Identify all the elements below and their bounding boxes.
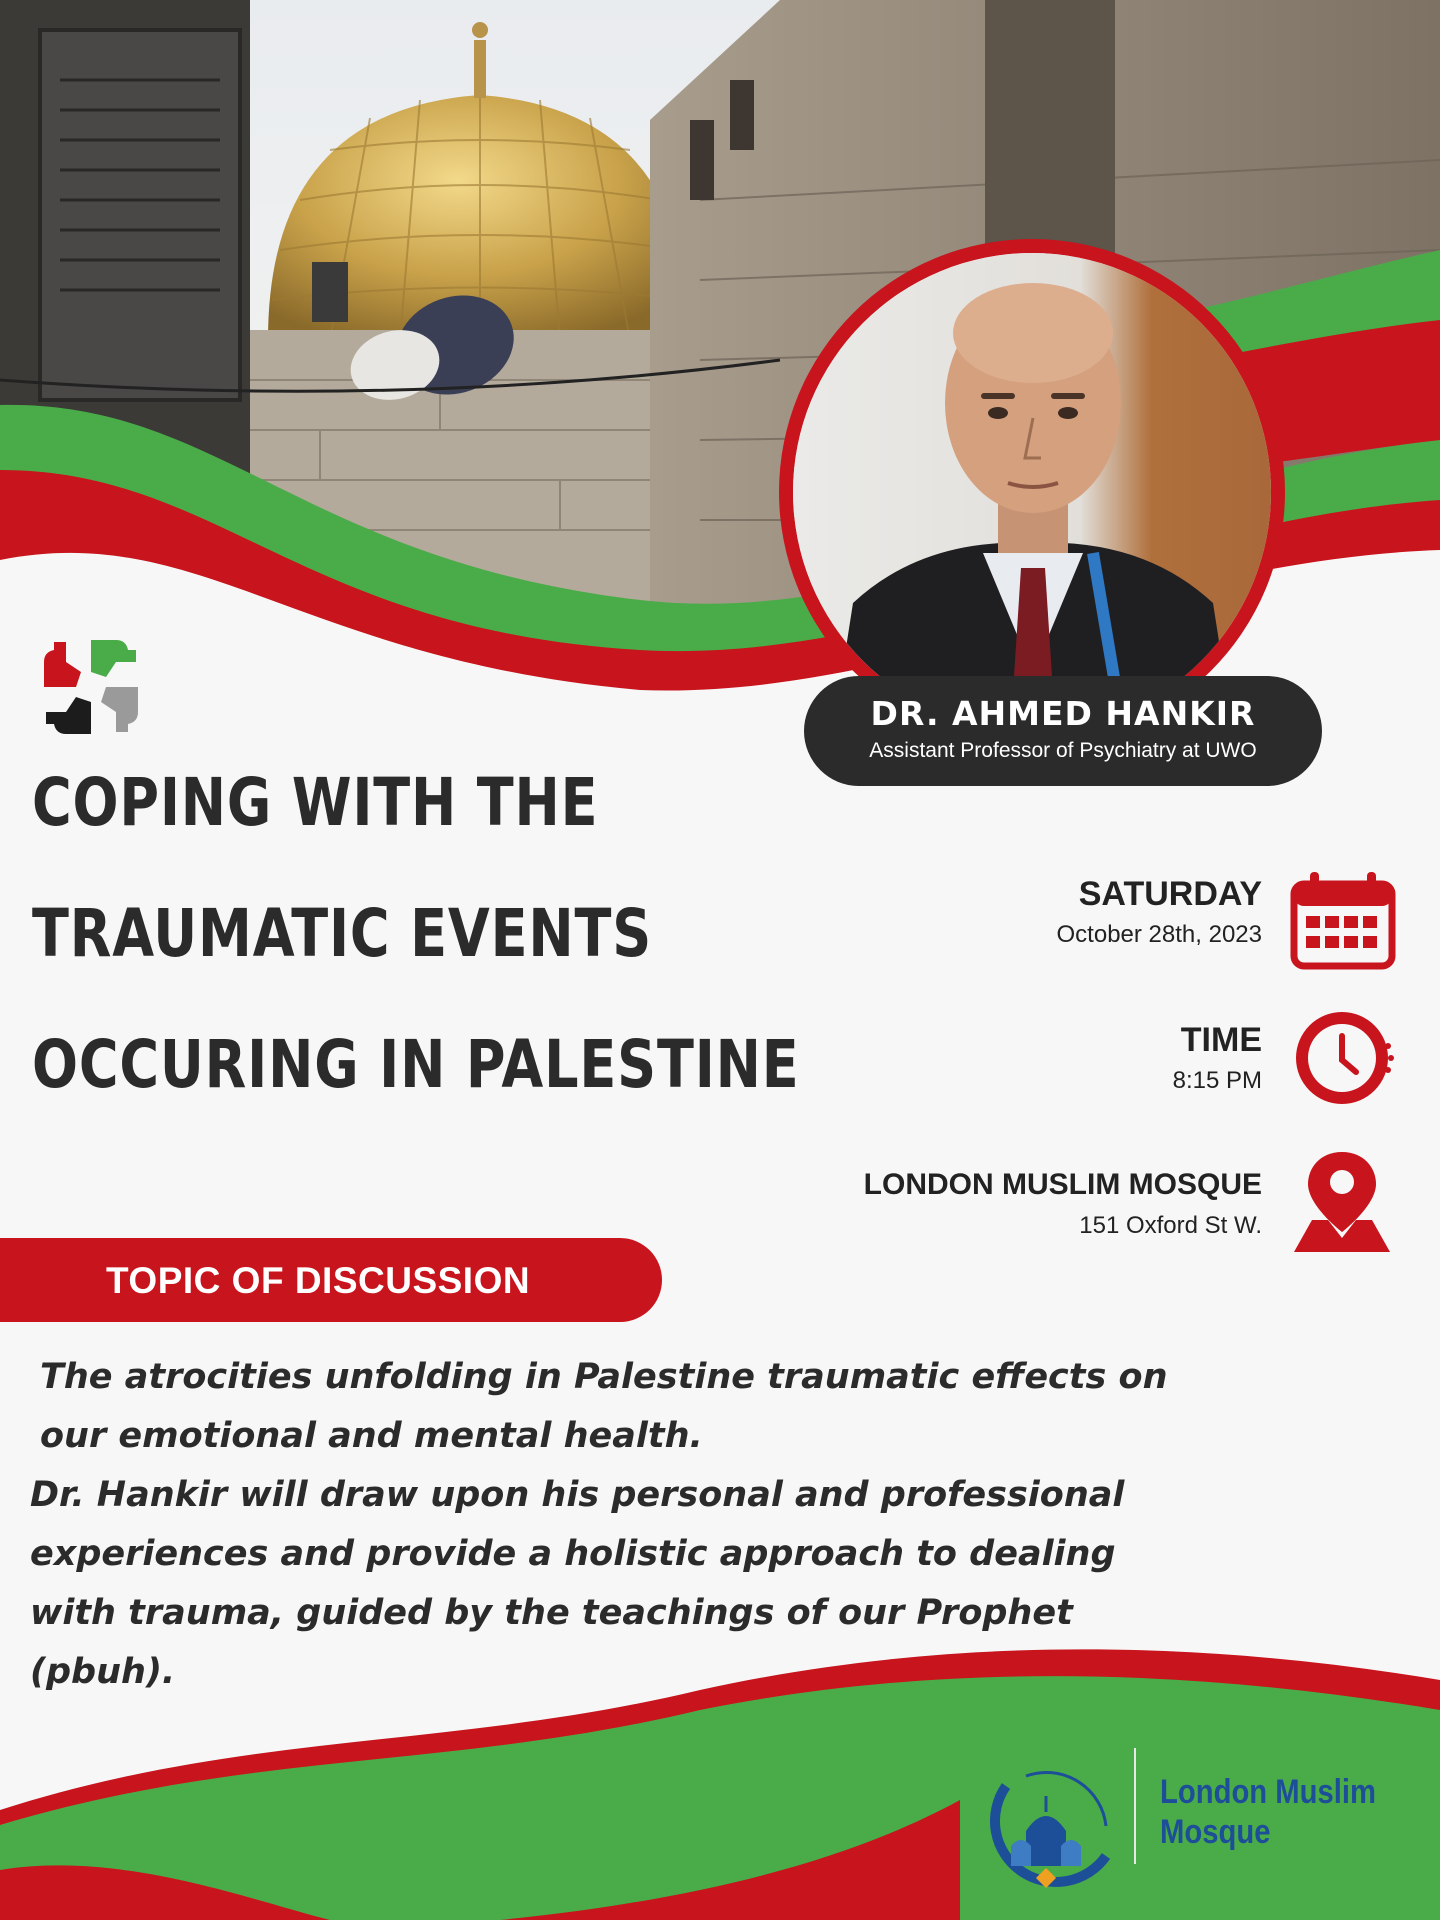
venue-name: LONDON MUSLIM MOSQUE [863, 1168, 1262, 1201]
event-venue [864, 1165, 1262, 1241]
event-date-text: October 28th, 2023 [1056, 921, 1262, 948]
event-headline [32, 762, 832, 1155]
time-value: 8:15 PM [1172, 1067, 1262, 1094]
topic-heading: TOPIC OF DISCUSSION [106, 1260, 531, 1301]
speaker-portrait-frame [779, 239, 1285, 745]
bottom-decorative-waves [0, 1600, 1440, 1920]
event-time [1173, 1020, 1262, 1096]
topic-heading-bar [0, 1238, 662, 1322]
event-day: SATURDAY [1078, 875, 1262, 913]
headline-line-1: COPING WITH THE [32, 764, 599, 841]
event-date [1057, 874, 1262, 950]
venue-address: 151 Oxford St W. [1079, 1212, 1262, 1239]
logo-divider [1134, 1748, 1136, 1864]
calendar-icon [1290, 870, 1396, 970]
headline-line-2: TRAUMATIC EVENTS [32, 895, 653, 972]
headline-line-3: OCCURING IN PALESTINE [32, 1026, 800, 1103]
topic-paragraph-2: Dr. Hankir will draw upon his personal and professional experiences and provide a holistic approach to dealing with trauma, guided by the teachings of our Prophet (pbuh). [30, 1475, 1125, 1692]
clock-icon [1292, 1006, 1396, 1110]
speaker-photo [793, 253, 1271, 731]
organization-name [1160, 1772, 1376, 1852]
speaker-role: Assistant Professor of Psychiatry at UWO [869, 739, 1257, 762]
topic-paragraph-1: The atrocities unfolding in Palestine traumatic effects on our emotional and mental health. [40, 1357, 1168, 1456]
organization-name-line-2: Mosque [1160, 1813, 1271, 1851]
organization-name-line-1: London Muslim [1160, 1773, 1377, 1811]
mosque-logo [966, 1746, 1126, 1906]
hands-circle-icon [36, 632, 146, 742]
time-label: TIME [1180, 1021, 1262, 1059]
speaker-info-pill [804, 676, 1322, 786]
location-pin-icon [1290, 1148, 1394, 1256]
speaker-name: DR. AHMED HANKIR [870, 694, 1256, 733]
